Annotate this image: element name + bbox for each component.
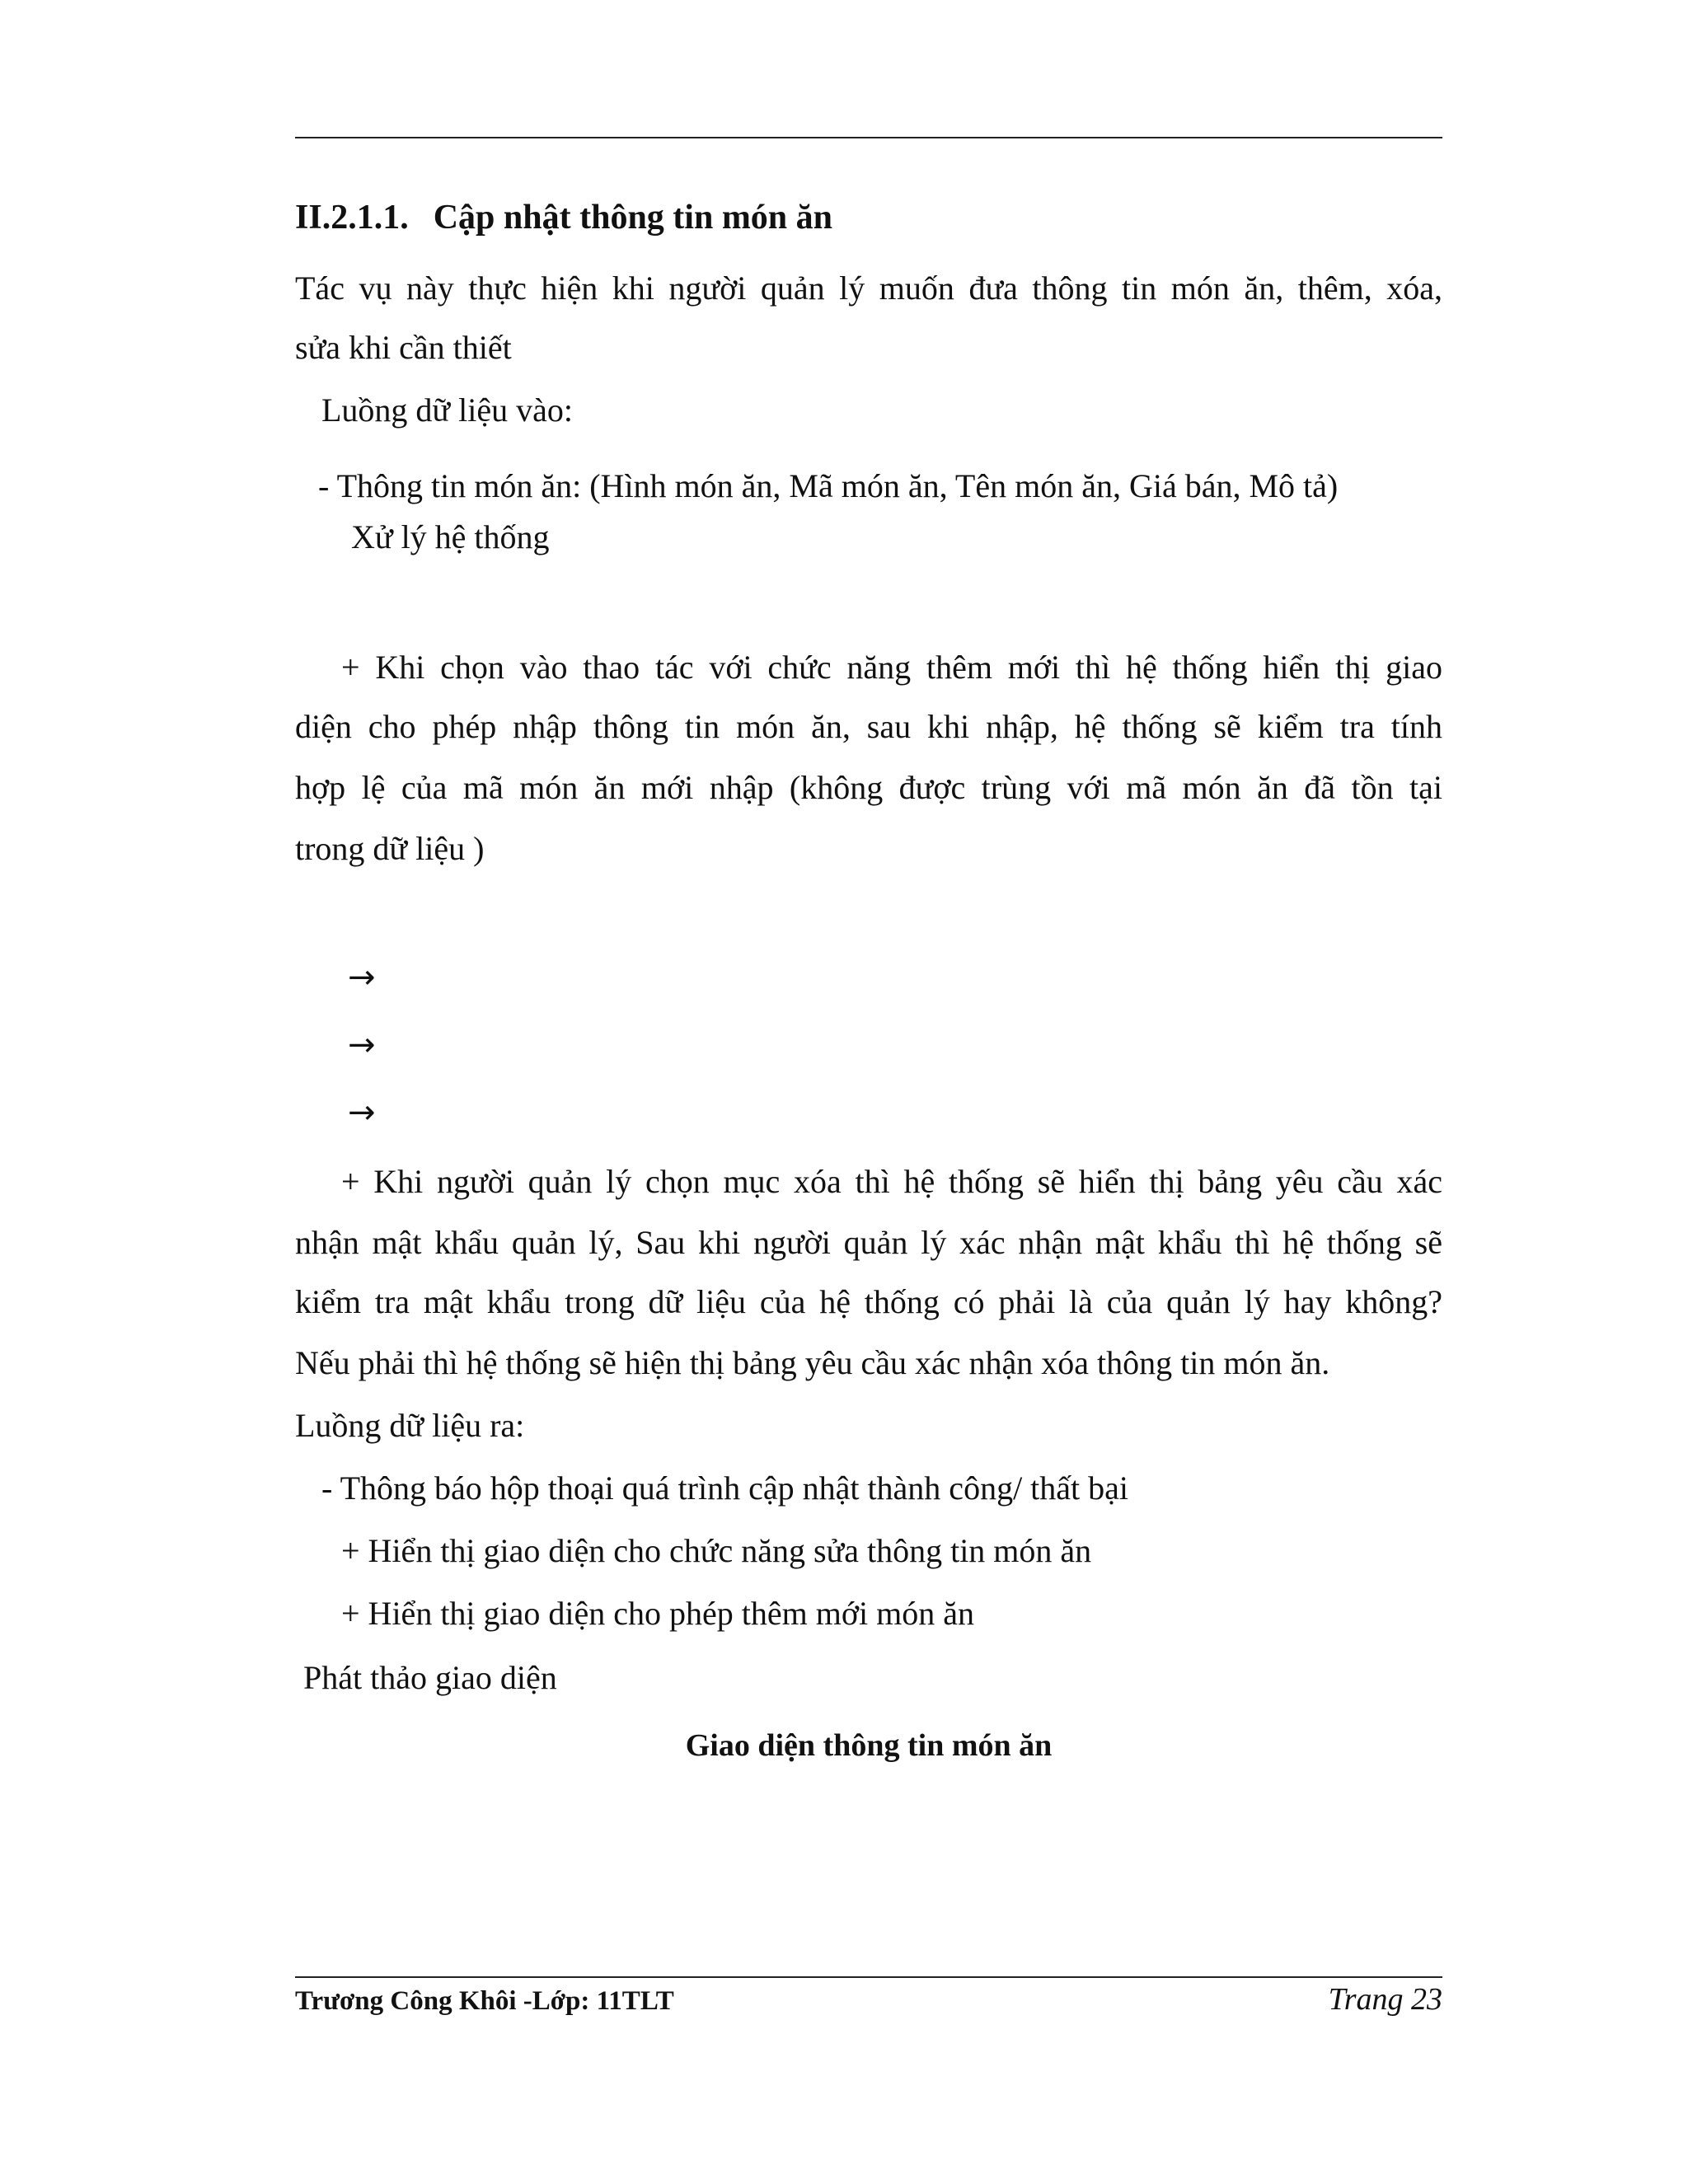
header-rule [295,137,1442,138]
intro-line-1: Tác vụ này thực hiện khi người quản lý muốn đưa thông tin món ăn, thêm, xóa, [295,269,1442,307]
input-flow-item: - Thông tin món ăn: (Hình món ăn, Mã món ăn, Tên món ăn, Giá bán, Mô tả) [318,467,1339,504]
process-label: Xử lý hệ thống [351,518,550,555]
delete-paragraph-line-2: nhận mật khẩu quản lý, Sau khi người quản lý xác nhận mật khẩu thì hệ thống sẽ [295,1224,1442,1261]
add-paragraph-line-3: hợp lệ của mã món ăn mới nhập (không được trùng với mã món ăn đã tồn tại [295,769,1442,806]
figure-caption: Giao diện thông tin món ăn [685,1728,1053,1763]
delete-paragraph-line-1: + Khi người quản lý chọn mục xóa thì hệ thống sẽ hiển thị bảng yêu cầu xác [341,1163,1442,1200]
footer-page-number: Trang 23 [1328,1982,1442,2017]
add-paragraph-line-4: trong dữ liệu ) [295,830,485,867]
draft-label: Phát thảo giao diện [303,1659,557,1696]
section-heading [295,198,832,237]
delete-paragraph-line-3: kiểm tra mật khẩu trong dữ liệu của hệ thống có phải là của quản lý hay không? [295,1283,1442,1320]
footer-author: Trương Công Khôi -Lớp: 11TLT [295,1986,674,2016]
output-flow-item-2: + Hiển thị giao diện cho chức năng sửa thông tin món ăn [341,1532,1092,1569]
add-paragraph-line-1: + Khi chọn vào thao tác với chức năng thêm mới thì hệ thống hiển thị giao [341,649,1442,686]
output-flow-label: Luồng dữ liệu ra: [295,1407,525,1444]
arrow-1-icon: → [348,958,376,996]
add-paragraph-line-2: diện cho phép nhập thông tin món ăn, sau khi nhập, hệ thống sẽ kiểm tra tính [295,708,1442,745]
delete-paragraph-line-4: Nếu phải thì hệ thống sẽ hiện thị bảng yêu cầu xác nhận xóa thông tin món ăn. [295,1344,1330,1381]
section-title: Cập nhật thông tin món ăn [433,199,833,237]
output-flow-item-3: + Hiển thị giao diện cho phép thêm mới món ăn [341,1595,975,1632]
input-flow-label: Luồng dữ liệu vào: [321,391,573,429]
footer-rule [295,1976,1442,1978]
arrow-2-icon: → [348,1026,376,1064]
intro-line-2: sửa khi cần thiết [295,329,512,366]
section-number: II.2.1.1. [295,199,409,237]
output-flow-item-1: - Thông báo hộp thoại quá trình cập nhật thành công/ thất bại [321,1469,1129,1507]
arrow-3-icon: → [348,1094,376,1132]
